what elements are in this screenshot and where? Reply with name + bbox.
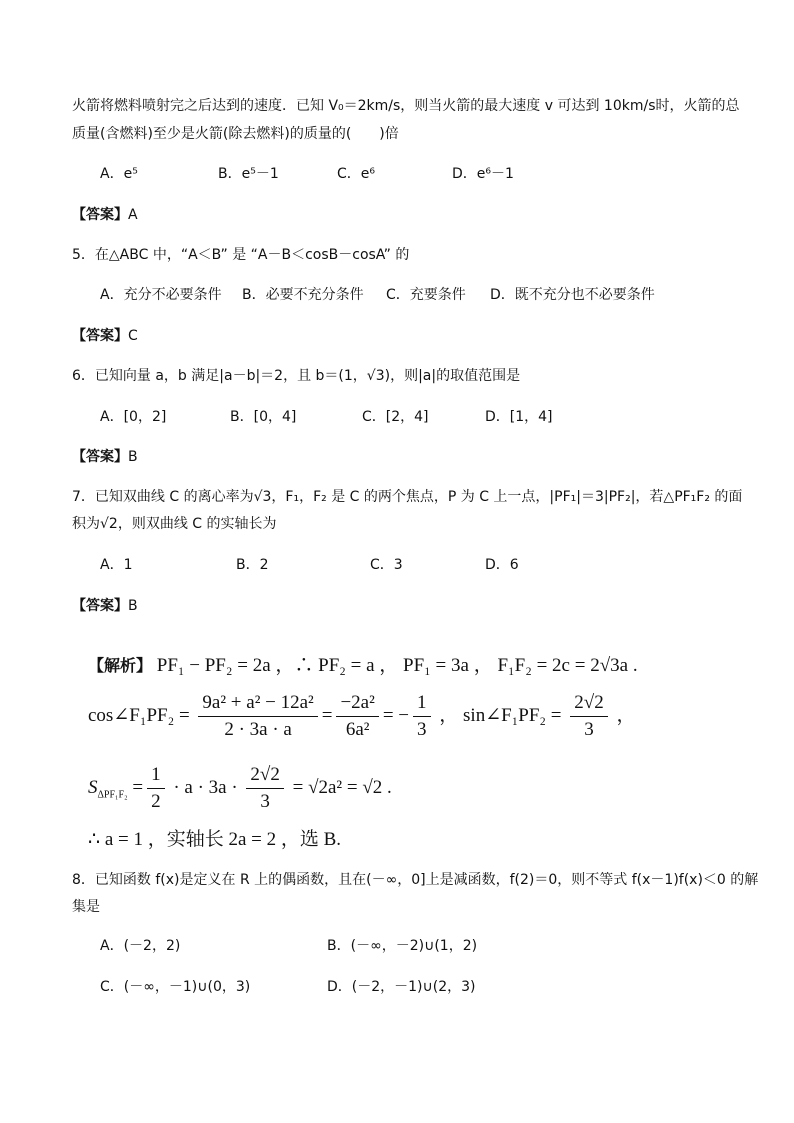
q8-option-c: C．(－∞，－1)∪(0，3) xyxy=(100,979,251,995)
q7-option-d: D．6 xyxy=(485,557,519,573)
q7-option-b: B．2 xyxy=(236,557,269,573)
q7-text-line2: 积为√2，则双曲线 C 的实轴长为 xyxy=(72,516,277,532)
frac-den: 3 xyxy=(584,719,594,740)
frac-num: −2a² xyxy=(336,690,378,717)
q6-option-c: C．[2，4] xyxy=(362,409,429,425)
area-symbol: S xyxy=(88,776,98,798)
q4-option-a: A．e⁵ xyxy=(100,166,138,182)
solution-eq1: PF₁ − PF₂ = 2a ，∴ PF₂ = a ， PF₁ = 3a ， F₁F₂ = 2c = 2√3a . xyxy=(156,655,638,676)
frac-den: 2 · 3a · a xyxy=(224,719,292,740)
cos-lhs: cos∠F₁PF₂ = xyxy=(88,704,190,726)
frac-num: 2√2 xyxy=(570,690,607,717)
answer-value: B xyxy=(128,449,138,465)
q6-option-a: A．[0，2] xyxy=(100,409,167,425)
q4-option-c: C．e⁶ xyxy=(337,166,376,182)
q7-option-c: C．3 xyxy=(370,557,403,573)
frac-num: 1 xyxy=(413,690,431,717)
frac-den: 3 xyxy=(417,719,427,740)
fraction xyxy=(413,690,431,743)
frac-num: 9a² + a² − 12a² xyxy=(198,690,317,717)
area-mid: · a · 3a · xyxy=(173,776,238,798)
q5-option-a: A．充分不必要条件 xyxy=(100,287,222,303)
q5-option-d: D．既不充分也不必要条件 xyxy=(490,287,655,303)
fraction xyxy=(147,762,165,815)
q7-text-line1: 7．已知双曲线 C 的离心率为√3，F₁，F₂ 是 C 的两个焦点，P 为 C 上一点，|PF₁|＝3|PF₂|，若△PF₁F₂ 的面 xyxy=(72,489,743,505)
q4-text-line1: 火箭将燃料喷射完之后达到的速度．已知 V₀＝2km/s，则当火箭的最大速度 v 可达到 10km/s时，火箭的总 xyxy=(72,98,740,114)
frac-den: 2 xyxy=(151,791,161,812)
q7-option-a: A．1 xyxy=(100,557,133,573)
frac-den: 3 xyxy=(260,791,270,812)
q8-option-b: B．(－∞，－2)∪(1，2) xyxy=(327,938,478,954)
q8-text-line1: 8．已知函数 f(x)是定义在 R 上的偶函数，且在(－∞，0]上是减函数，f(2)＝0，则不等式 f(x－1)f(x)＜0 的解 xyxy=(72,872,759,888)
q8-option-d: D．(－2，－1)∪(2，3) xyxy=(327,979,476,995)
q4-text-line2: 质量(含燃料)至少是火箭(除去燃料)的质量的( )倍 xyxy=(72,126,399,142)
area-subscript: ΔPF₁F₂ xyxy=(97,789,128,801)
q7-solution-line4: ∴ a = 1 ，实轴长 2a = 2 ，选 B. xyxy=(88,829,342,850)
frac-num: 1 xyxy=(147,762,165,789)
area-rhs: = √2a² = √2 . xyxy=(292,776,392,798)
q7-solution-line3: $S_{\Delta PF_1F_2}$ = $\frac{1}{2}$ · a · 3a · $\frac{2√2}{3}$ = √2a² = √2 . xyxy=(88,762,392,815)
q4-answer xyxy=(72,205,138,225)
q5-option-c: C．充要条件 xyxy=(386,287,466,303)
q8-text-line2: 集是 xyxy=(72,899,100,915)
q8-option-a: A．(－2，2) xyxy=(100,938,181,954)
answer-value: A xyxy=(128,207,138,223)
q7-solution-line1 xyxy=(88,650,638,677)
q6-option-b: B．[0，4] xyxy=(230,409,297,425)
q5-text: 5．在△ABC 中，“A＜B” 是 “A－B＜cosB－cosA” 的 xyxy=(72,247,410,263)
fraction xyxy=(246,762,283,815)
fraction xyxy=(198,690,317,743)
fraction xyxy=(336,690,378,743)
answer-label: 【答案】 xyxy=(72,598,128,614)
frac-num: 2√2 xyxy=(246,762,283,789)
q7-solution-line2: cos∠F₁PF₂ = $\frac{\text{9a² + a² − 12a²}}{2 \cdot 3a \cdot a}$ = $\frac{\text{−2a²}}{\text{6a²}}$ = − $\frac{1}{3}$ ， sin∠F₁PF₂ = $\frac{2√2}{3}$ ， xyxy=(88,690,635,743)
q4-option-b: B．e⁵－1 xyxy=(218,166,279,182)
answer-value: C xyxy=(128,328,138,344)
q4-option-d: D．e⁶－1 xyxy=(452,166,514,182)
sin-lhs: ， sin∠F₁PF₂ = xyxy=(439,704,562,726)
q6-option-d: D．[1，4] xyxy=(485,409,553,425)
answer-label: 【答案】 xyxy=(72,449,128,465)
answer-label: 【答案】 xyxy=(72,207,128,223)
q7-answer xyxy=(72,596,138,616)
q6-answer xyxy=(72,447,138,467)
q6-text: 6．已知向量 a，b 满足|a－b|＝2，且 b＝(1，√3)，则|a|的取值范围是 xyxy=(72,368,521,384)
answer-value: B xyxy=(128,598,138,614)
q5-option-b: B．必要不充分条件 xyxy=(242,287,364,303)
solution-label: 【解析】 xyxy=(88,656,153,675)
answer-label: 【答案】 xyxy=(72,328,128,344)
frac-den: 6a² xyxy=(345,719,370,740)
q5-answer xyxy=(72,326,138,346)
fraction xyxy=(570,690,607,743)
